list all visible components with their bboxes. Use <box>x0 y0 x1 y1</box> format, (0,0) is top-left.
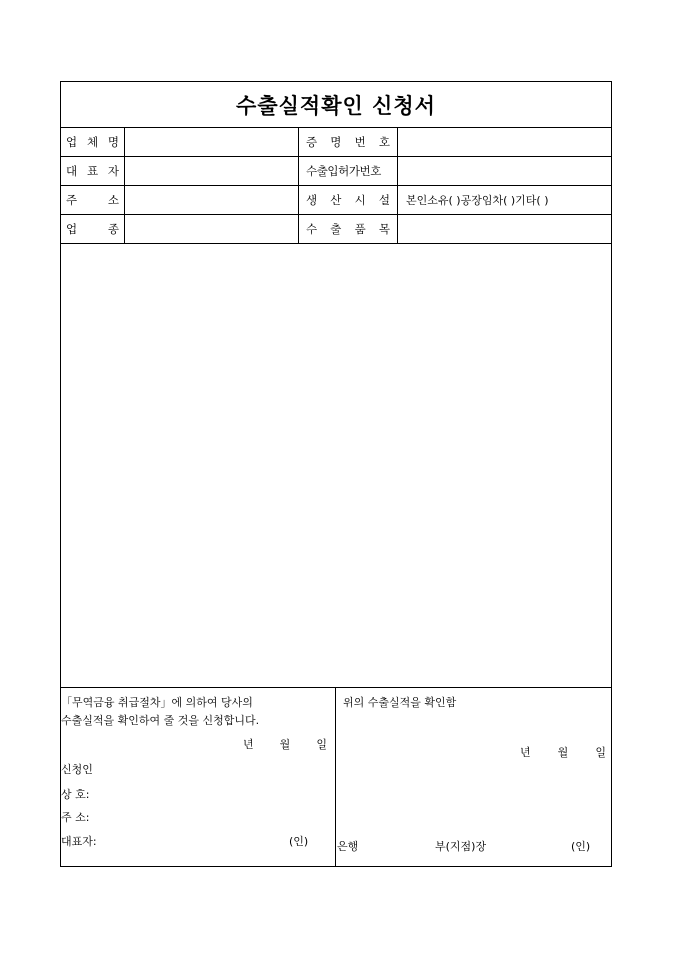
bank-label: 은행 <box>337 840 359 853</box>
label-business-type: 업 종 <box>61 215 125 243</box>
bank-confirmation-panel <box>336 688 611 866</box>
label-company-name: 업 체 명 <box>61 128 125 156</box>
application-form <box>60 81 612 867</box>
label-export-items: 수 출 품 목 <box>299 215 398 243</box>
address-label: 주 소: <box>61 811 90 824</box>
representative-field[interactable] <box>125 157 299 185</box>
export-license-number-field[interactable] <box>398 157 611 185</box>
address-field[interactable] <box>125 186 299 214</box>
label-export-license-number: 수출입허가번호 <box>299 157 398 185</box>
production-facility-options[interactable]: 본인소유( )공장임차( )기타( ) <box>406 194 549 207</box>
request-line-2: 수출실적을 확인하여 줄 것을 신청합니다. <box>61 714 260 727</box>
confirmation-date: 년 월 일 <box>520 746 606 759</box>
row-address <box>61 186 611 215</box>
label-certificate-number: 증 명 번 호 <box>299 128 398 156</box>
label-address: 주 소 <box>61 186 125 214</box>
bank-seal: (인) <box>571 840 591 853</box>
applicant-panel <box>61 688 336 866</box>
confirmation-text: 위의 수출실적을 확인함 <box>343 696 457 709</box>
row-company <box>61 128 611 157</box>
representative-label: 대표자: <box>61 835 97 848</box>
applicant-seal: (인) <box>289 835 309 848</box>
form-title: 수출실적확인 신청서 <box>61 82 611 128</box>
branch-manager-label: 부(지점)장 <box>435 840 487 853</box>
applicant-label: 신청인 <box>61 763 93 776</box>
business-type-field[interactable] <box>125 215 299 243</box>
export-items-field[interactable] <box>398 215 611 243</box>
row-representative <box>61 157 611 186</box>
details-area[interactable] <box>61 244 611 688</box>
company-name-field[interactable] <box>125 128 299 156</box>
label-production-facility: 생 산 시 설 <box>299 186 398 214</box>
row-business-type <box>61 215 611 244</box>
request-line-1: 「무역금융 취급절차」에 의하여 당사의 <box>61 696 253 709</box>
applicant-date: 년 월 일 <box>243 738 327 751</box>
certificate-number-field[interactable] <box>398 128 611 156</box>
label-representative: 대 표 자 <box>61 157 125 185</box>
company-label: 상 호: <box>61 788 90 801</box>
